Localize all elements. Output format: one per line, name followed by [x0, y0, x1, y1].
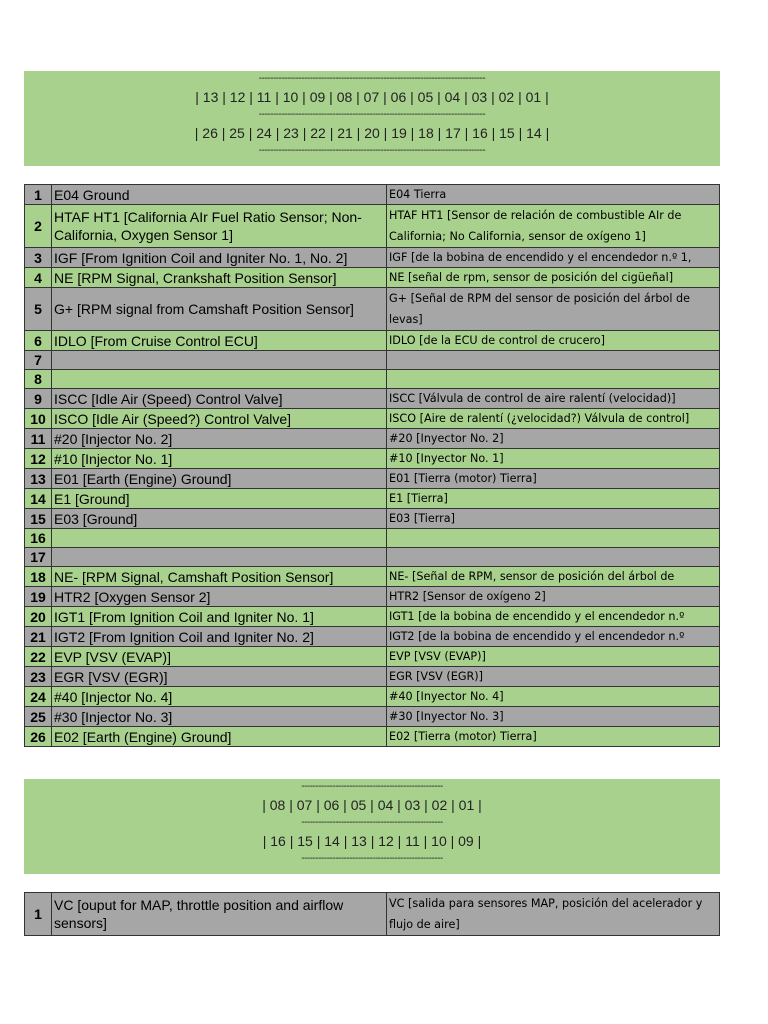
pin-description-english: E01 [Earth (Engine) Ground]: [52, 469, 387, 489]
pin-description-spanish: #10 [Inyector No. 1]: [387, 449, 720, 469]
pin-row: [25, 389, 720, 409]
pin-description-spanish: #40 [Inyector No. 4]: [387, 687, 720, 707]
pin-description-spanish: [387, 529, 720, 548]
pin-description-english: ISCC [Idle Air (Speed) Control Valve]: [52, 389, 387, 409]
pin-row: [25, 509, 720, 529]
pin-description-spanish: E02 [Tierra (motor) Tierra]: [387, 727, 720, 747]
pin-description-spanish: G+ [Señal de RPM del sensor de posición del árbol de levas]: [387, 288, 720, 331]
pin-number: 13: [25, 469, 52, 489]
pin-description-spanish: EVP [VSV (EVAP)]: [387, 647, 720, 667]
pin-row: [25, 707, 720, 727]
pin-number: 12: [25, 449, 52, 469]
connector-divider: --------------------------------------------------: [301, 853, 443, 864]
pin-row: [25, 185, 720, 205]
pin-description-spanish: HTAF HT1 [Sensor de relación de combustible AIr de California; No California, sensor de oxígeno 1]: [387, 205, 720, 248]
pin-number: 2: [25, 205, 52, 248]
pin-description-english: #10 [Injector No. 1]: [52, 449, 387, 469]
pin-number: 20: [25, 607, 52, 627]
pin-row: [25, 667, 720, 687]
connector-divider: --------------------------------------------------------------------------------: [258, 73, 486, 84]
pin-description-spanish: [387, 548, 720, 567]
pin-description-english: HTAF HT1 [California AIr Fuel Ratio Sensor; Non-California, Oxygen Sensor 1]: [52, 205, 387, 248]
pin-description-english: [52, 351, 387, 370]
pin-row: [25, 429, 720, 449]
pin-row: [25, 727, 720, 747]
pin-row: [25, 331, 720, 351]
pin-row: [25, 370, 720, 389]
pin-description-english: [52, 529, 387, 548]
pin-number: 11: [25, 429, 52, 449]
pin-row: [25, 529, 720, 548]
connector-divider: --------------------------------------------------: [301, 817, 443, 828]
connector-divider: --------------------------------------------------------------------------------: [258, 145, 486, 156]
pin-description-english: E04 Ground: [52, 185, 387, 205]
pin-row: [25, 248, 720, 268]
pin-description-spanish: IDLO [de la ECU de control de crucero]: [387, 331, 720, 351]
pin-description-english: EVP [VSV (EVAP)]: [52, 647, 387, 667]
pin-description-spanish: #30 [Inyector No. 3]: [387, 707, 720, 727]
pin-description-spanish: VC [salida para sensores MAP, posición del acelerador y flujo de aire]: [387, 893, 720, 936]
pin-number: 24: [25, 687, 52, 707]
pin-row: [25, 627, 720, 647]
pin-description-spanish: E03 [Tierra]: [387, 509, 720, 529]
pin-description-english: G+ [RPM signal from Camshaft Position Sensor]: [52, 288, 387, 331]
connector-divider: --------------------------------------------------: [301, 781, 443, 792]
pin-number: 10: [25, 409, 52, 429]
connector-diagram-1: [24, 71, 720, 166]
pin-description-spanish: IGT1 [de la bobina de encendido y el encendedor n.º: [387, 607, 720, 627]
pin-number: 25: [25, 707, 52, 727]
pin-number: 16: [25, 529, 52, 548]
pin-description-english: #40 [Injector No. 4]: [52, 687, 387, 707]
pin-number: 18: [25, 567, 52, 587]
pin-number: 15: [25, 509, 52, 529]
pin-description-english: IGF [From Ignition Coil and Igniter No. 1, No. 2]: [52, 248, 387, 268]
pin-description-english: E1 [Ground]: [52, 489, 387, 509]
pin-number: 1: [25, 893, 52, 936]
pin-row: [25, 607, 720, 627]
pin-description-english: E03 [Ground]: [52, 509, 387, 529]
pin-number: 7: [25, 351, 52, 370]
pin-description-english: HTR2 [Oxygen Sensor 2]: [52, 587, 387, 607]
pin-description-english: [52, 548, 387, 567]
pin-number: 22: [25, 647, 52, 667]
pin-number: 1: [25, 185, 52, 205]
pin-description-english: IGT1 [From Ignition Coil and Igniter No. 1]: [52, 607, 387, 627]
pin-number: 21: [25, 627, 52, 647]
pin-description-spanish: E1 [Tierra]: [387, 489, 720, 509]
pin-description-english: E02 [Earth (Engine) Ground]: [52, 727, 387, 747]
pin-row: [25, 288, 720, 331]
pin-row: [25, 893, 720, 936]
pin-description-english: IGT2 [From Ignition Coil and Igniter No. 2]: [52, 627, 387, 647]
pin-description-english: #20 [Injector No. 2]: [52, 429, 387, 449]
pin-description-english: #30 [Injector No. 3]: [52, 707, 387, 727]
pin-description-english: EGR [VSV (EGR)]: [52, 667, 387, 687]
pin-number: 23: [25, 667, 52, 687]
pin-row: [25, 548, 720, 567]
pin-number: 6: [25, 331, 52, 351]
pin-description-english: [52, 370, 387, 389]
pin-description-english: IDLO [From Cruise Control ECU]: [52, 331, 387, 351]
pin-description-spanish: IGF [de la bobina de encendido y el encendedor n.º 1,: [387, 248, 720, 268]
pin-number: 14: [25, 489, 52, 509]
pin-row: [25, 351, 720, 370]
pin-description-spanish: E04 Tierra: [387, 185, 720, 205]
connector-diagram-2: [24, 779, 720, 874]
pin-number: 4: [25, 268, 52, 288]
pin-description-english: NE [RPM Signal, Crankshaft Position Sensor]: [52, 268, 387, 288]
connector-pin-row-top: | 08 | 07 | 06 | 05 | 04 | 03 | 02 | 01 |: [262, 797, 482, 813]
pin-description-spanish: [387, 370, 720, 389]
connector-pin-row-bottom: | 16 | 15 | 14 | 13 | 12 | 11 | 10 | 09 |: [262, 833, 482, 849]
pin-description-spanish: EGR [VSV (EGR)]: [387, 667, 720, 687]
pin-description-spanish: ISCO [Aire de ralentí (¿velocidad?) Válvula de control]: [387, 409, 720, 429]
pin-number: 26: [25, 727, 52, 747]
pin-number: 19: [25, 587, 52, 607]
pin-description-english: ISCO [Idle Air (Speed?) Control Valve]: [52, 409, 387, 429]
pin-row: [25, 205, 720, 248]
pin-number: 3: [25, 248, 52, 268]
pin-number: 17: [25, 548, 52, 567]
pin-description-spanish: HTR2 [Sensor de oxígeno 2]: [387, 587, 720, 607]
pin-row: [25, 687, 720, 707]
pin-description-spanish: NE [señal de rpm, sensor de posición del cigüeñal]: [387, 268, 720, 288]
pin-row: [25, 489, 720, 509]
pin-number: 9: [25, 389, 52, 409]
pin-row: [25, 469, 720, 489]
pin-row: [25, 587, 720, 607]
pin-description-spanish: #20 [Inyector No. 2]: [387, 429, 720, 449]
pin-description-spanish: IGT2 [de la bobina de encendido y el encendedor n.º: [387, 627, 720, 647]
pin-description-spanish: E01 [Tierra (motor) Tierra]: [387, 469, 720, 489]
pin-row: [25, 409, 720, 429]
pin-description-english: VC [ouput for MAP, throttle position and airflow sensors]: [52, 893, 387, 936]
pin-row: [25, 268, 720, 288]
pinout-table-2: [24, 892, 720, 936]
pinout-table-1: [24, 184, 720, 747]
pin-description-english: NE- [RPM Signal, Camshaft Position Sensor]: [52, 567, 387, 587]
connector-pin-row-top: | 13 | 12 | 11 | 10 | 09 | 08 | 07 | 06 | 05 | 04 | 03 | 02 | 01 |: [195, 89, 549, 105]
pin-description-spanish: ISCC [Válvula de control de aire ralentí (velocidad)]: [387, 389, 720, 409]
pin-number: 5: [25, 288, 52, 331]
pin-row: [25, 449, 720, 469]
pin-description-spanish: [387, 351, 720, 370]
connector-pin-row-bottom: | 26 | 25 | 24 | 23 | 22 | 21 | 20 | 19 | 18 | 17 | 16 | 15 | 14 |: [194, 125, 550, 141]
pin-row: [25, 567, 720, 587]
pin-description-spanish: NE- [Señal de RPM, sensor de posición del árbol de: [387, 567, 720, 587]
connector-divider: --------------------------------------------------------------------------------: [258, 109, 486, 120]
pin-number: 8: [25, 370, 52, 389]
pin-row: [25, 647, 720, 667]
